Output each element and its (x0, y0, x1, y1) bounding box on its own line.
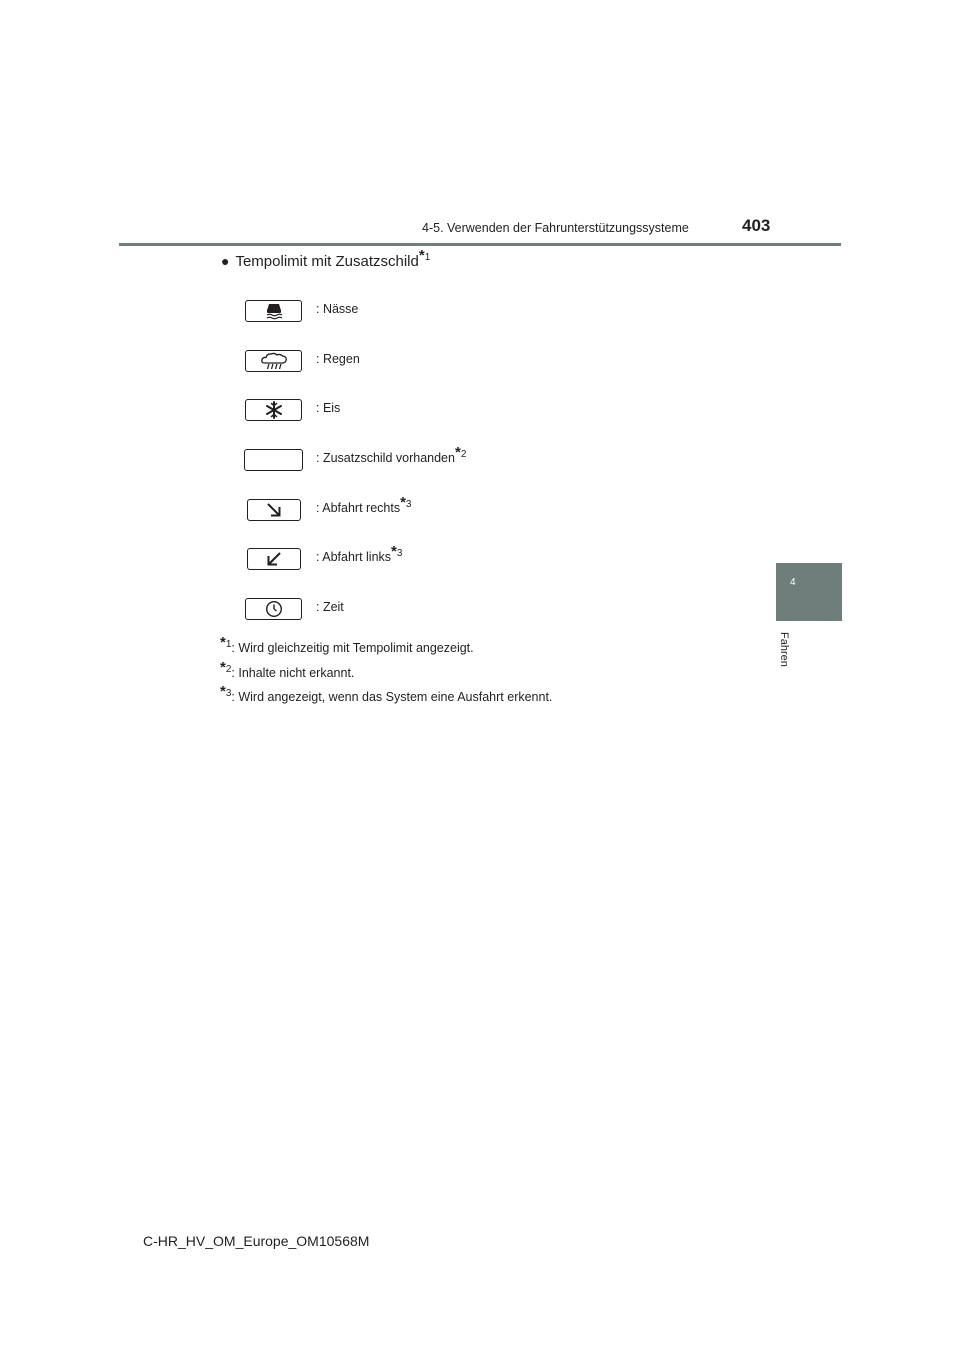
footnote-text: : Inhalte nicht erkannt. (231, 666, 355, 680)
sign-label: : Zusatzschild vorhanden*$^2$ (316, 443, 467, 465)
sign-label: : Zeit (316, 600, 344, 614)
page-number: 403 (742, 216, 771, 235)
bullet-icon: ● (221, 253, 230, 269)
section-heading (221, 247, 431, 270)
footnote-3 (220, 682, 553, 704)
wet-road-icon (245, 300, 302, 322)
snowflake-icon (245, 399, 302, 421)
footnote-ref: 3 (405, 498, 412, 510)
arrow-down-left-icon (247, 548, 301, 570)
sign-label: : Eis (316, 401, 341, 415)
footnote-number: 3 (225, 687, 232, 699)
blank-plate-icon (244, 449, 303, 471)
sign-label: : Regen (316, 352, 360, 366)
footnote-star: * (454, 443, 461, 461)
chapter-tab (776, 563, 842, 621)
footnote-number: 1 (225, 638, 232, 650)
arrow-down-right-icon (247, 499, 301, 521)
footnote-star: * (418, 247, 425, 264)
footnote-star: * (391, 542, 397, 560)
footnote-star: * (220, 658, 226, 676)
sign-label: : Abfahrt rechts*$^3$ (316, 493, 412, 515)
footnote-2 (220, 658, 355, 680)
footnote-star: * (400, 493, 406, 511)
heading-text: Tempolimit mit Zusatzschild (235, 253, 419, 270)
rain-cloud-icon (245, 350, 302, 372)
footnote-text: : Wird gleichzeitig mit Tempolimit angezeigt. (231, 641, 474, 655)
footnote-text: : Wird angezeigt, wenn das System eine Ausfahrt erkennt. (231, 690, 553, 704)
document-code: C-HR_HV_OM_Europe_OM10568M (143, 1233, 370, 1249)
footnote-1 (220, 633, 474, 655)
sign-label: : Abfahrt links*$^3$ (316, 542, 403, 564)
sign-label: : Nässe (316, 302, 359, 316)
footnote-number: 2 (225, 663, 232, 675)
chapter-number: 4 (790, 577, 796, 588)
section-header: 4-5. Verwenden der Fahrunterstützungssysteme (422, 221, 689, 235)
footnote-ref: 2 (460, 448, 467, 460)
footnote-star: * (220, 682, 226, 700)
footnote-ref: 1 (424, 252, 431, 263)
header-rule (119, 243, 841, 246)
clock-icon (245, 598, 302, 620)
chapter-title: Fahren (778, 632, 790, 667)
footnote-star: * (220, 633, 226, 651)
footnote-ref: 3 (396, 547, 403, 559)
